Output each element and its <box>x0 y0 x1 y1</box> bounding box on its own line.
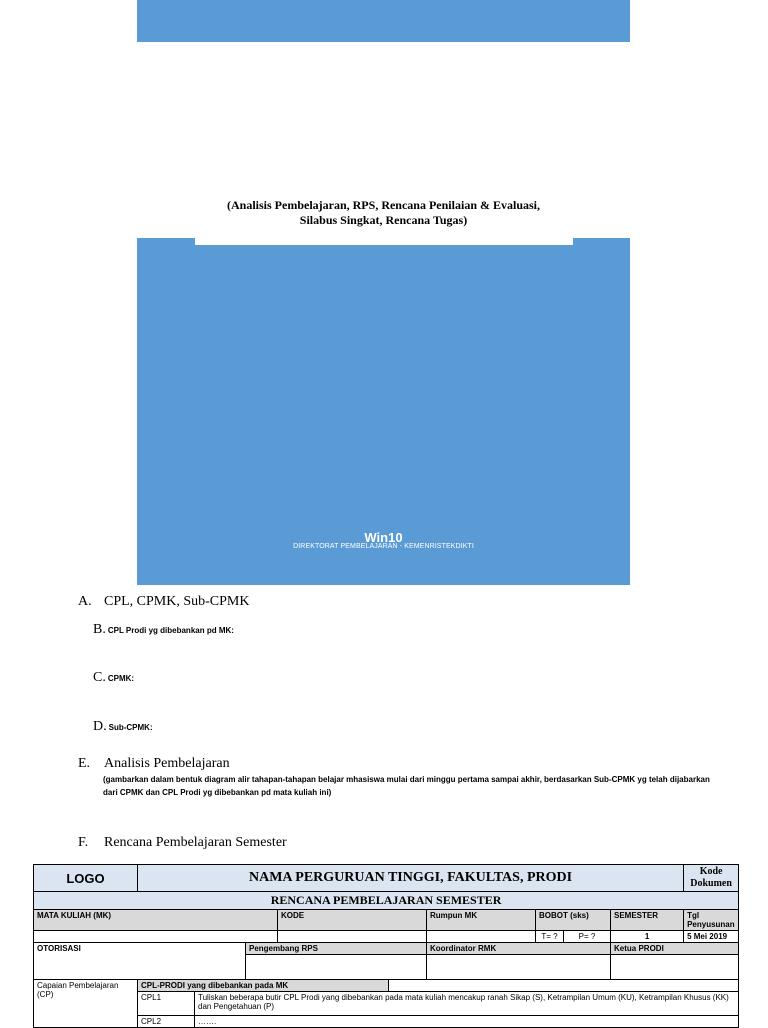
kode-value <box>278 931 427 943</box>
header-kode: KODE <box>278 910 427 931</box>
cpl-prodi-blank <box>389 980 739 992</box>
pengembang-sign <box>246 955 427 980</box>
cover-subtitle-line2: Silabus Singkat, Rencana Tugas) <box>299 213 468 227</box>
koordinator-label: Koordinator RMK <box>427 943 611 955</box>
logo-cell: LOGO <box>34 865 138 892</box>
cpl-prodi-header: CPL-PRODI yang dibebankan pada MK <box>138 980 389 992</box>
cover-publisher: DIREKTORAT PEMBELAJARAN - KEMENRISTEKDIKTI <box>293 543 474 550</box>
section-e-letter: E. <box>78 756 91 771</box>
doc-code: Kode Dokumen <box>684 865 739 892</box>
section-b-letter: B. <box>93 622 106 637</box>
rps-title: RENCANA PEMBELAJARAN SEMESTER <box>34 892 739 910</box>
mk-value <box>34 931 278 943</box>
section-b-title: CPL Prodi yg dibebankan pd MK: <box>107 626 234 635</box>
section-f <box>78 835 287 851</box>
header-rumpun: Rumpun MK <box>427 910 536 931</box>
institution-name: NAMA PERGURUAN TINGGI, FAKULTAS, PRODI <box>138 865 684 892</box>
header-bobot: BOBOT (sks) <box>536 910 611 931</box>
section-f-title: Rencana Pembelajaran Semester <box>104 835 287 850</box>
section-c-title: CPMK: <box>107 674 135 683</box>
section-c <box>93 670 134 686</box>
pengembang-label: Pengembang RPS <box>246 943 427 955</box>
ketua-label: Ketua PRODI <box>611 943 739 955</box>
section-d-title: Sub-CPMK: <box>108 723 153 732</box>
otorisasi-label: OTORISASI <box>34 943 246 980</box>
bobot-t: T= ? <box>536 931 564 943</box>
koordinator-sign <box>427 955 611 980</box>
top-banner <box>137 0 630 42</box>
cpl1-text: Tuliskan beberapa butir CPL Prodi yang dibebankan pada mata kuliah mencakup ranah Sikap (S), Ketrampilan Umum (KU), Ketrampilan Khusus (KK) dan Pengetahuan (P) <box>195 992 739 1016</box>
section-e-title: Analisis Pembelajaran <box>104 756 230 771</box>
section-d <box>93 719 153 735</box>
header-semester: SEMESTER <box>611 910 684 931</box>
header-tgl: Tgl Penyusunan <box>684 910 739 931</box>
cpl2-text: ……. <box>195 1016 739 1028</box>
cpl1-label: CPL1 <box>138 992 195 1016</box>
cover-notch <box>195 230 573 245</box>
bobot-p: P= ? <box>564 931 611 943</box>
tgl-value: 5 Mei 2019 <box>684 931 739 943</box>
cover-subtitle <box>137 198 630 228</box>
section-b <box>93 622 234 638</box>
semester-value: 1 <box>611 931 684 943</box>
section-a-title: CPL, CPMK, Sub-CPMK <box>104 594 250 609</box>
section-e-note: (gambarkan dalam bentuk diagram alir tahapan-tahapan belajar mhasiswa mulai dari minggu pertama sampai akhir, berdasarkan Sub-CPMK yg telah dijabarkan dari CPMK dan CPL Prodi yg dibebankan pd mata kuliah ini) <box>103 775 710 797</box>
section-c-letter: C. <box>93 670 106 685</box>
section-e <box>78 756 230 772</box>
ketua-sign <box>611 955 739 980</box>
rumpun-value <box>427 931 536 943</box>
header-mk: MATA KULIAH (MK) <box>34 910 278 931</box>
section-a-letter: A. <box>78 594 92 609</box>
section-a <box>78 594 250 610</box>
cpl2-label: CPL2 <box>138 1016 195 1028</box>
rps-table <box>33 864 739 1028</box>
section-d-letter: D. <box>93 719 107 734</box>
section-f-letter: F. <box>78 835 89 850</box>
cp-label: Capaian Pembelajaran (CP) <box>34 980 138 1028</box>
cover-watermark: Win10 <box>364 530 403 545</box>
cover-subtitle-line1: (Analisis Pembelajaran, RPS, Rencana Penilaian & Evaluasi, <box>226 198 540 212</box>
